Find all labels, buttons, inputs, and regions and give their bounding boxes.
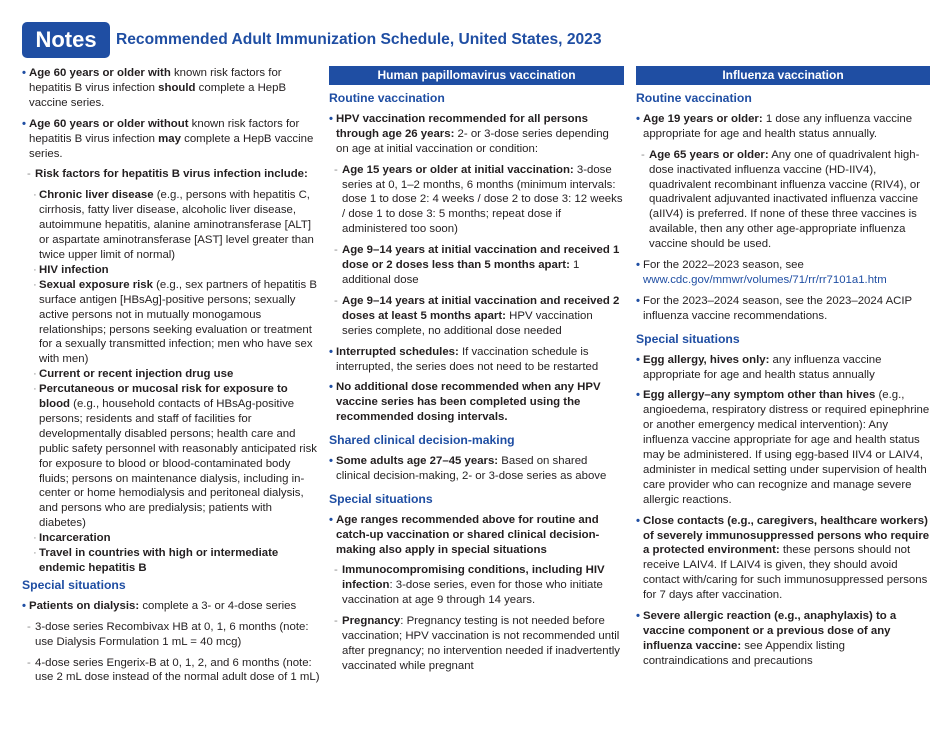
mmwr-link[interactable]: www.cdc.gov/mmwr/volumes/71/rr/rr7101a1.htm xyxy=(643,273,887,286)
hpv-interrupted: • Interrupted schedules: If vaccination schedule is interrupted, the series does not need to be restarted xyxy=(329,345,624,375)
flu-egg-hives: • Egg allergy, hives only: any influenza vaccine appropriate for age and health status annually xyxy=(636,353,930,383)
flu-severe-allergy: • Severe allergic reaction (e.g., anaphylaxis) to a vaccine component or a previous dose of any influenza vaccine: see Appendix listing contraindications and precautions xyxy=(636,609,930,669)
hepb-bullet-without-risk: • Age 60 years or older without known risk factors for hepatitis B virus infection may complete a HepB vaccine series. xyxy=(22,117,320,162)
flu-section-header: Influenza vaccination xyxy=(636,66,930,85)
risk-chronic-liver: · Chronic liver disease (e.g., persons with hepatitis C, cirrhosis, fatty liver disease, alcoholic liver disease, autoimmune hepatitis, alanine aminotransferase [ALT] or aspartate aminotransferase [AST] level greater than twice upper limit of normal) xyxy=(22,188,320,263)
hpv-pregnancy: - Pregnancy: Pregnancy testing is not needed before vaccination; HPV vaccination is not recommended until after pregnancy; no intervention needed if inadvertently vaccinated while pregnant xyxy=(329,614,624,674)
flu-season-2023: • For the 2023–2024 season, see the 2023–2024 ACIP influenza vaccine recommendations. xyxy=(636,294,930,324)
flu-special-heading: Special situations xyxy=(636,331,740,346)
hepb-dialysis-3dose: - 3-dose series Recombivax HB at 0, 1, 6 months (note: use Dialysis Formulation 1 mL = 40 mcg) xyxy=(22,620,320,650)
hpv-no-additional: • No additional dose recommended when any HPV vaccine series has been completed using the recommended dosing intervals. xyxy=(329,380,624,425)
flu-close-contacts: • Close contacts (e.g., caregivers, healthcare workers) of severely immunosuppressed persons who require a protected environment: these persons should not receive LAIV4. If LAIV4 is given, they should avoid contact with/caring for such immunosuppressed persons for 7 days after vaccination. xyxy=(636,514,930,603)
hpv-age9-14-two-doses: - Age 9–14 years at initial vaccination and received 2 doses at least 5 months apart: HPV vaccination series complete, no additional dose needed xyxy=(329,294,624,339)
risk-percutaneous: · Percutaneous or mucosal risk for exposure to blood (e.g., household contacts of HBsAg-positive persons; residents and staff of facilities for developmentally disabled persons; health care and public safety personnel with reasonably anticipated risk for exposure to blood or blood-contaminated body fluids; persons on maintenance dialysis, including in-center or home hemodialysis and peritoneal dialysis, and persons who are predialysis; patients with diabetes) xyxy=(22,382,320,531)
flu-age19: • Age 19 years or older: 1 dose any influenza vaccine appropriate for age and health status annually. xyxy=(636,112,930,142)
hpv-routine-bullet: • HPV vaccination recommended for all persons through age 26 years: 2- or 3-dose series depending on age at initial vaccination or condition: xyxy=(329,112,624,157)
flu-routine-heading: Routine vaccination xyxy=(636,91,752,105)
flu-egg-other: • Egg allergy–any symptom other than hives (e.g., angioedema, respiratory distress or required epinephrine or another emergency medical intervention): Any influenza vaccine appropriate for age and health status may be administered. If using egg-based IIV4 or LAIV4, administer in medical setting under supervision of health care provider who can recognize and manage severe allergic reactions. xyxy=(636,388,930,507)
flu-season-2022: • For the 2022–2023 season, see www.cdc.gov/mmwr/volumes/71/rr/rr7101a1.htm xyxy=(636,258,930,288)
risk-travel: · Travel in countries with high or intermediate endemic hepatitis B xyxy=(22,546,320,576)
hpv-shared-bullet: • Some adults age 27–45 years: Based on shared clinical decision-making, 2- or 3-dose series as above xyxy=(329,454,624,484)
hepb-special-heading: Special situations xyxy=(22,577,126,592)
flu-age65: - Age 65 years or older: Any one of quadrivalent high-dose inactivated influenza vaccine (HD-IIV4), quadrivalent recombinant influenza vaccine (RIV4), or quadrivalent adjuvanted inactivated influenza vaccine (aIIV4) is preferred. If none of these three vaccines is available, then any other age-appropriate influenza vaccine should be used. xyxy=(636,148,930,252)
hepb-dialysis-4dose: - 4-dose series Engerix-B at 0, 1, 2, and 6 months (note: use 2 mL dose instead of the normal adult dose of 1 mL) xyxy=(22,656,320,686)
risk-sexual-exposure: · Sexual exposure risk (e.g., sex partners of hepatitis B surface antigen [HBsAg]-positive persons; sexually active persons not in mutually monogamous relationships; persons seeking evaluation or treatment for a sexually transmitted infection; men who have sex with men) xyxy=(22,278,320,367)
hepb-column xyxy=(22,66,320,691)
notes-badge: Notes xyxy=(22,22,110,58)
hpv-special-bullet: • Age ranges recommended above for routine and catch-up vaccination or shared clinical decision-making also apply in special situations xyxy=(329,513,624,558)
hpv-age15-plus: - Age 15 years or older at initial vaccination: 3-dose series at 0, 1–2 months, 6 months (minimum intervals: dose 1 to dose 2: 4 weeks / dose 2 to dose 3: 12 weeks / dose 1 to dose 3: 5 months; repeat dose if administered too soon) xyxy=(329,163,624,238)
hpv-age9-14-one-dose: - Age 9–14 years at initial vaccination and received 1 dose or 2 doses less than 5 months apart: 1 additional dose xyxy=(329,243,624,288)
risk-injection-drug: · Current or recent injection drug use xyxy=(22,367,320,382)
hpv-special-heading: Special situations xyxy=(329,491,433,506)
hepb-dialysis: • Patients on dialysis: complete a 3- or 4-dose series xyxy=(22,599,320,614)
hpv-routine-heading: Routine vaccination xyxy=(329,91,445,105)
hpv-section-header: Human papillomavirus vaccination xyxy=(329,66,624,85)
risk-incarceration: · Incarceration xyxy=(22,531,320,546)
flu-column xyxy=(636,66,930,675)
hepb-bullet-with-risk: • Age 60 years or older with known risk factors for hepatitis B virus infection should complete a HepB vaccine series. xyxy=(22,66,320,111)
hepb-risk-heading: - Risk factors for hepatitis B virus infection include: xyxy=(22,167,320,182)
risk-hiv: · HIV infection xyxy=(22,263,320,278)
hpv-immunocompromising: - Immunocompromising conditions, including HIV infection: 3-dose series, even for those who initiate vaccination at age 9 through 14 years. xyxy=(329,563,624,608)
hpv-shared-heading: Shared clinical decision-making xyxy=(329,433,515,448)
page-title: Recommended Adult Immunization Schedule, United States, 2023 xyxy=(116,31,602,48)
hpv-column xyxy=(329,66,624,680)
